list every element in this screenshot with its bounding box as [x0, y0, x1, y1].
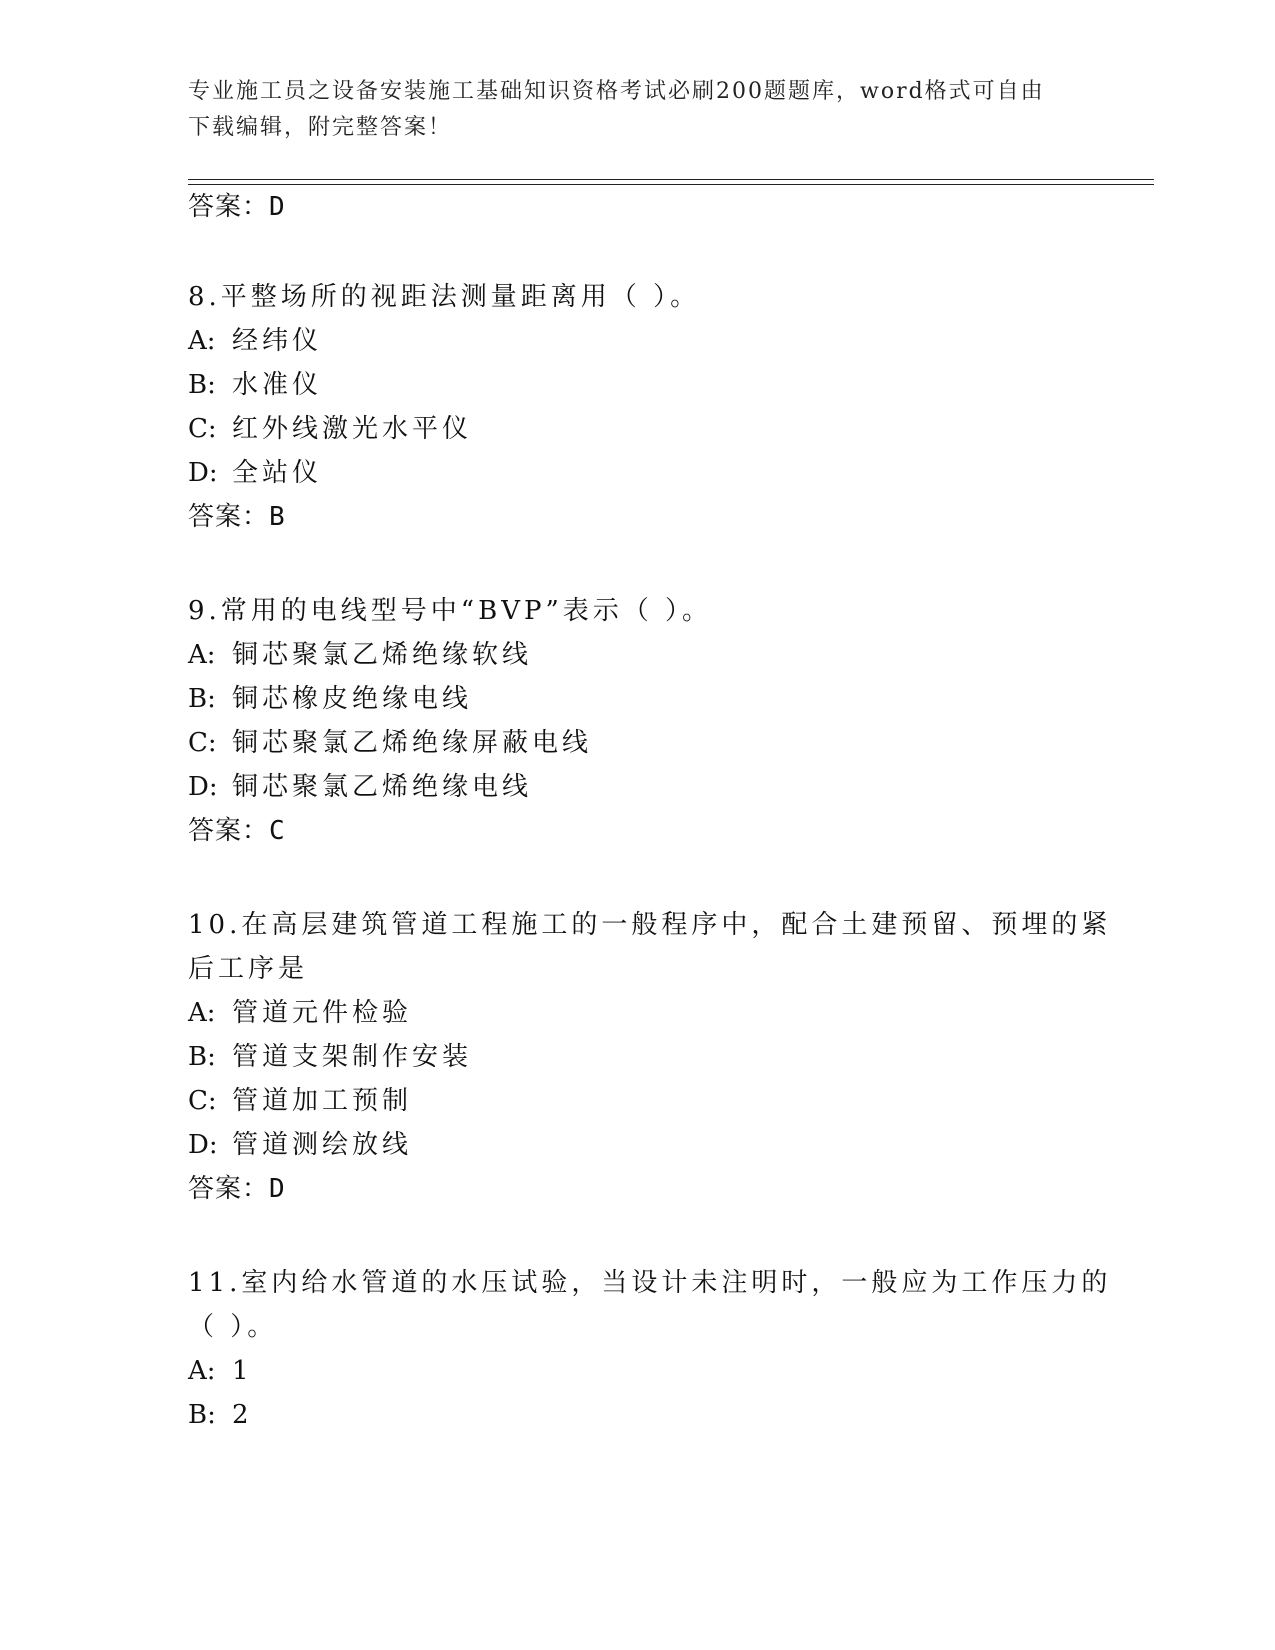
q8-option-c: [188, 412, 472, 446]
question-11-line-2: （ ）。: [188, 1312, 278, 1342]
q10-option-c-text: 管道加工预制: [232, 1086, 413, 1116]
q9-option-b-key: B:: [188, 684, 216, 714]
q8-option-b: [188, 368, 322, 402]
q11-option-b-text: 2: [232, 1400, 253, 1430]
q10-option-b-key: B:: [188, 1042, 216, 1072]
q11-option-b: [188, 1398, 253, 1432]
question-8: 8.平整场所的视距法测量距离用（ ）。: [188, 282, 701, 312]
q9-option-b: [188, 682, 472, 716]
q9-option-c-text: 铜芯聚氯乙烯绝缘屏蔽电线: [232, 728, 593, 758]
q8-option-a: [188, 324, 322, 358]
answer-7: 答案：D: [188, 192, 286, 222]
answer-9: 答案：C: [188, 816, 286, 846]
header-rule-top: [188, 179, 1154, 180]
q9-option-d-key: D:: [188, 772, 218, 802]
q8-option-a-text: 经纬仪: [232, 326, 323, 356]
q9-option-b-text: 铜芯橡皮绝缘电线: [232, 684, 473, 714]
q8-option-c-key: C:: [188, 414, 217, 444]
q8-option-c-text: 红外线激光水平仪: [232, 414, 473, 444]
q10-option-a-text: 管道元件检验: [232, 998, 413, 1028]
q8-option-d: [188, 456, 322, 490]
header-line-2: 下载编辑，附完整答案！: [188, 115, 453, 140]
q9-option-a-key: A:: [188, 640, 216, 670]
question-9: 9.常用的电线型号中“BVP”表示（ ）。: [188, 596, 713, 626]
q11-option-a: [188, 1354, 253, 1388]
answer-10: 答案：D: [188, 1174, 286, 1204]
header-rule-bottom: [188, 184, 1154, 185]
q9-option-a: [188, 638, 532, 672]
q9-option-d-text: 铜芯聚氯乙烯绝缘电线: [232, 772, 533, 802]
answer-8: 答案：B: [188, 502, 286, 532]
q10-option-b: [188, 1040, 472, 1074]
q9-option-c-key: C:: [188, 728, 217, 758]
q8-option-d-text: 全站仪: [232, 458, 323, 488]
q11-option-a-key: A:: [188, 1356, 216, 1386]
q9-option-a-text: 铜芯聚氯乙烯绝缘软线: [232, 640, 533, 670]
document-header: [188, 74, 1068, 146]
q8-option-d-key: D:: [188, 458, 218, 488]
q11-option-a-text: 1: [232, 1356, 253, 1386]
q10-option-b-text: 管道支架制作安装: [232, 1042, 473, 1072]
q10-option-a-key: A:: [188, 998, 216, 1028]
q10-option-c-key: C:: [188, 1086, 217, 1116]
q9-option-c: [188, 726, 592, 760]
q10-option-c: [188, 1084, 412, 1118]
q9-option-d: [188, 770, 532, 804]
q10-option-d: [188, 1128, 412, 1162]
question-10-line-2: 后工序是: [188, 954, 309, 984]
q11-option-b-key: B:: [188, 1400, 216, 1430]
q10-option-d-text: 管道测绘放线: [232, 1130, 413, 1160]
question-11-line-1: 11.室内给水管道的水压试验，当设计未注明时，一般应为工作压力的: [188, 1268, 1112, 1298]
question-10-line-1: 10.在高层建筑管道工程施工的一般程序中，配合土建预留、预埋的紧: [188, 910, 1112, 940]
q8-option-b-key: B:: [188, 370, 216, 400]
header-line-1: 专业施工员之设备安装施工基础知识资格考试必刷200题题库，word格式可自由: [188, 79, 1045, 104]
q8-option-a-key: A:: [188, 326, 216, 356]
q8-option-b-text: 水准仪: [232, 370, 323, 400]
q10-option-d-key: D:: [188, 1130, 218, 1160]
q10-option-a: [188, 996, 412, 1030]
